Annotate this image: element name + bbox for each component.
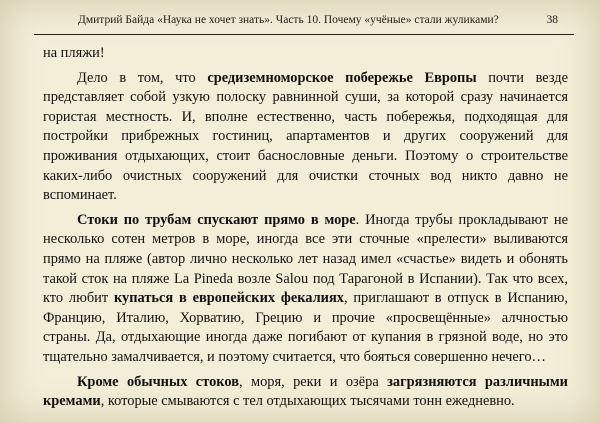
paragraph [43, 373, 568, 412]
page-number: 38 [546, 14, 558, 26]
paragraph-continuation [43, 44, 568, 64]
text-run: Дело в том, что [77, 69, 208, 86]
text-run: на пляжи! [43, 45, 105, 61]
bold-phrase: Стоки по трубам спускают прямо в море [77, 211, 356, 228]
header-title: Дмитрий Байда «Наука не хочет знать». Часть 10. Почему «учёные» стали жуликами? [78, 14, 499, 26]
text-run: почти везде представляет собой узкую полоску равнинной суши, за которой сразу начинается гористая местность. И, вполне естественно, часть побережья, подходящая для постройки прибрежных гостиниц, апартаментов и других сооружений для проживания отдыхающих, стоит баснословные деньги. Поэтому о строительстве каких-либо очистных сооружений для очистки сточных вод никто давно не вспоминает. [43, 69, 568, 204]
paragraph [43, 211, 568, 368]
bold-phrase: Кроме обычных стоков [77, 373, 239, 390]
bold-phrase: купаться в европейских фекалиях [113, 290, 344, 307]
bold-phrase: загрязняются различными кремами [43, 373, 568, 410]
text-run: , приглашают в отпуск в Испанию, Францию, Италию, Хорватию, Грецию и прочие «просвещённые» алчностью страны. Да, отдыхающие иногда даже погибают от купания в грязной воде, но это тщательно замалчивается, и поэтому считается, что бояться совершенно нечего… [43, 290, 568, 365]
text-run: , моря, реки и озёра [238, 373, 388, 390]
text-run: , которые смываются с тел отдыхающих тысячами тонн ежедневно. [100, 393, 515, 410]
running-header [34, 12, 574, 30]
bold-phrase: средиземноморское побережье Европы [207, 69, 477, 86]
document-body [43, 44, 568, 417]
text-run: . Иногда трубы прокладывают не несколько сотен метров в море, иногда все эти сточные «прелести» выливаются прямо на пляже (автор лично несколько лет назад имел «счастье» видеть и обонять такой сток на пляже La Pineda возле Salou под Тарагоной в Испании). Так что всех, кто любит [43, 211, 568, 307]
paragraph [43, 69, 568, 206]
header-divider [34, 34, 574, 35]
